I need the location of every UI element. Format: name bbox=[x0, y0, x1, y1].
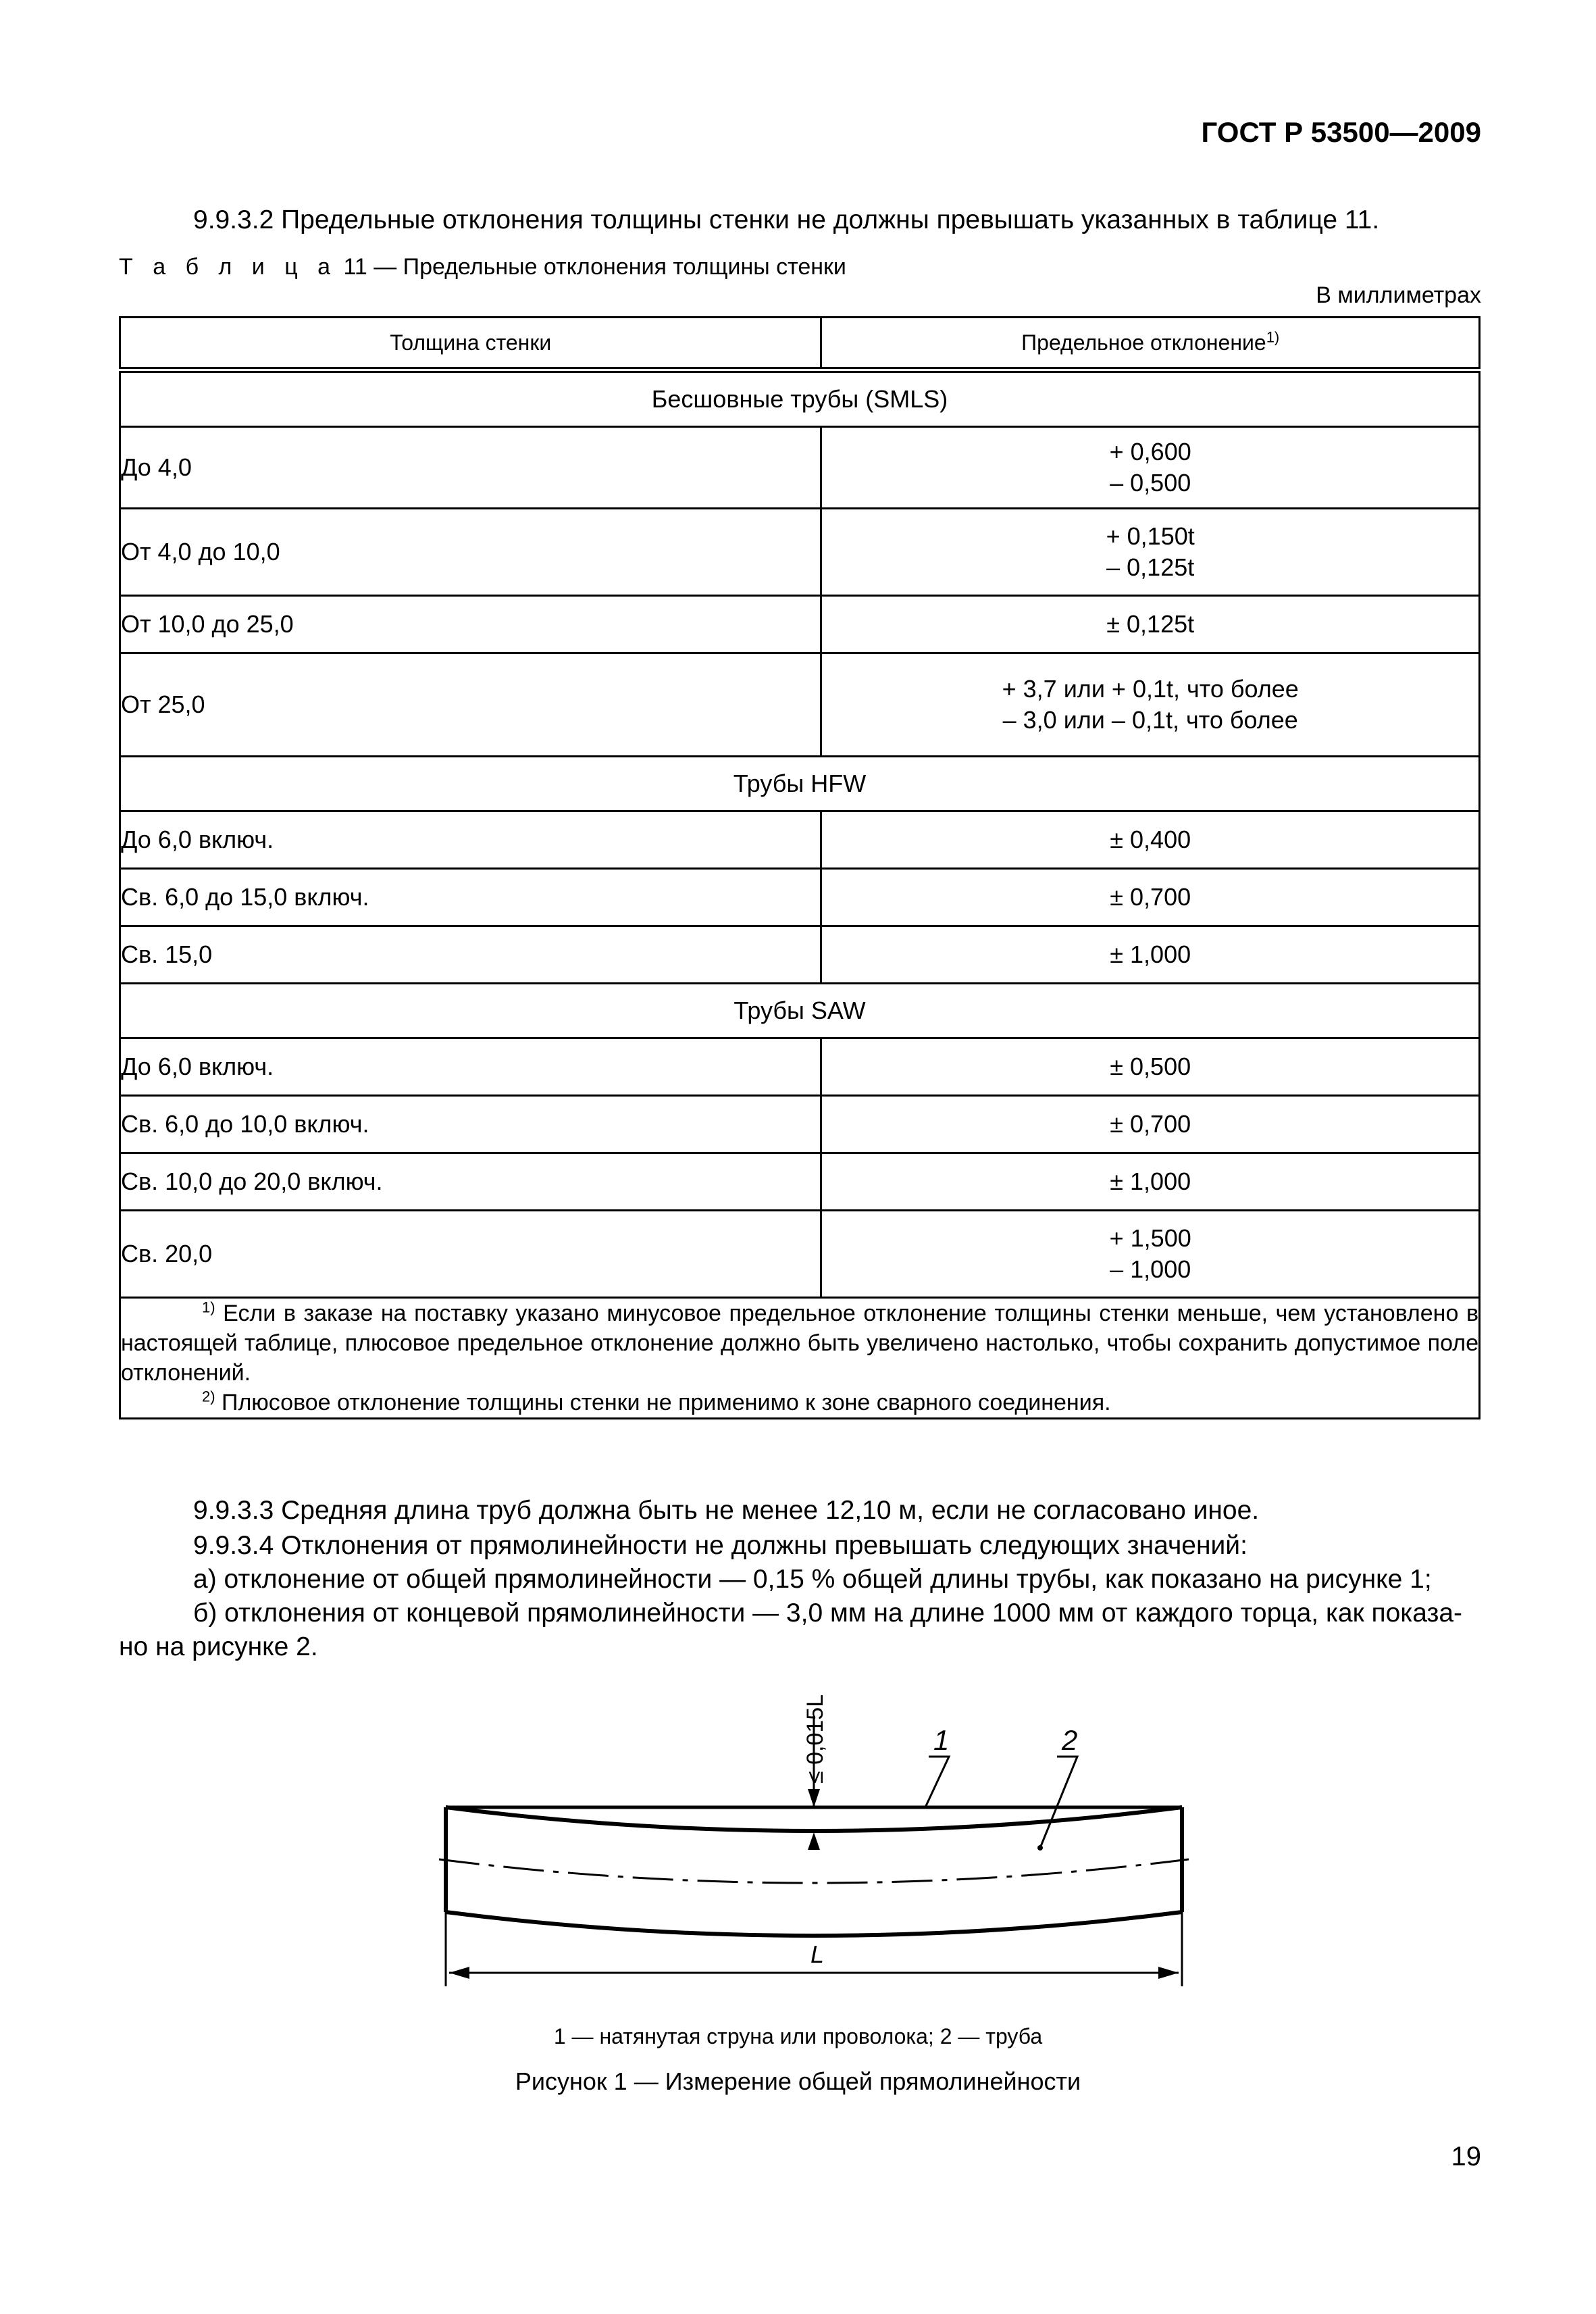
item-b-line2: но на рисунке 2. bbox=[119, 1632, 318, 1661]
leader-2-dot bbox=[1037, 1845, 1043, 1851]
deviation-line: – 0,125t bbox=[1106, 553, 1195, 581]
deviation-line: – 0,500 bbox=[1110, 469, 1191, 497]
cell-deviation bbox=[821, 653, 1480, 757]
table-row bbox=[120, 811, 1480, 869]
table-row bbox=[120, 1096, 1480, 1153]
cell-wall-thickness: Св. 10,0 до 20,0 включ. bbox=[120, 1153, 821, 1211]
table-label: Т а б л и ц а bbox=[119, 254, 338, 280]
table-row bbox=[120, 1153, 1480, 1211]
callout-1: 1 bbox=[933, 1724, 950, 1756]
length-arrow-left bbox=[449, 1967, 469, 1979]
dim-arrow-top bbox=[808, 1789, 820, 1807]
group-header: Трубы HFW bbox=[120, 757, 1480, 811]
table-row bbox=[120, 596, 1480, 653]
figure-1-drawing bbox=[0, 1676, 1596, 2000]
header-wall-thickness: Толщина стенки bbox=[120, 318, 821, 370]
group-header: Бесшовные трубы (SMLS) bbox=[120, 370, 1480, 427]
deviation-line: ± 0,700 bbox=[1110, 1110, 1191, 1138]
cell-deviation bbox=[821, 869, 1480, 926]
deviation-line: ± 0,500 bbox=[1110, 1053, 1191, 1080]
table-footnotes bbox=[120, 1298, 1480, 1419]
deviation-line: ± 0,125t bbox=[1106, 610, 1195, 638]
group-header: Трубы SAW bbox=[120, 984, 1480, 1038]
deviation-line: – 1,000 bbox=[1110, 1255, 1191, 1283]
deviation-line: ± 0,400 bbox=[1110, 826, 1191, 853]
cell-wall-thickness: Св. 6,0 до 10,0 включ. bbox=[120, 1096, 821, 1153]
cell-wall-thickness: До 4,0 bbox=[120, 427, 821, 509]
leader-2 bbox=[1040, 1757, 1077, 1848]
cell-deviation bbox=[821, 1096, 1480, 1153]
deviation-line: + 0,600 bbox=[1109, 438, 1191, 466]
length-label: L bbox=[810, 1940, 825, 1968]
cell-deviation bbox=[821, 1038, 1480, 1096]
item-b-line1: б) отклонения от концевой прямолинейности — 3,0 мм на длине 1000 мм от каждого торца, как показа- bbox=[193, 1599, 1463, 1628]
cell-wall-thickness: Св. 15,0 bbox=[120, 926, 821, 984]
table-row bbox=[120, 653, 1480, 757]
clause-9-9-3-3: 9.9.3.3 Средняя длина труб должна быть не менее 12,10 м, если не согласовано иное. bbox=[193, 1496, 1260, 1525]
document-header: ГОСТ Р 53500—2009 bbox=[1201, 116, 1481, 148]
footnote-2: $^{2)}$ Плюсовое отклонение толщины стенки не применимо к зоне сварного соединения. bbox=[202, 1388, 1111, 1415]
length-arrow-right bbox=[1158, 1967, 1179, 1979]
cell-deviation bbox=[821, 427, 1480, 509]
units-note: В миллиметрах bbox=[1316, 282, 1481, 308]
pipe-top-edge bbox=[446, 1807, 1182, 1831]
deviation-line: ± 1,000 bbox=[1110, 1167, 1191, 1195]
deviation-line: ± 1,000 bbox=[1110, 940, 1191, 968]
deviation-line: – 3,0 или – 0,1t, что более bbox=[1002, 706, 1298, 734]
table-row bbox=[120, 427, 1480, 509]
cell-deviation bbox=[821, 811, 1480, 869]
footnote-1: $^{1)}$ Если в заказе на поставку указано минусовое предельное отклонение толщины стенки меньше, чем установлено в настоящей таблице, плюсовое предельное отклонение должно быть увеличено настолько, чтобы сохранить допустимое поле отклонений. bbox=[121, 1299, 1478, 1386]
table-title: 11 — Предельные отклонения толщины стенки bbox=[337, 254, 846, 280]
deviation-line: + 0,150t bbox=[1106, 522, 1195, 550]
cell-deviation bbox=[821, 509, 1480, 596]
table-row bbox=[120, 1038, 1480, 1096]
cell-wall-thickness: От 10,0 до 25,0 bbox=[120, 596, 821, 653]
header-deviation: Предельное отклонение$^{1)}$ bbox=[821, 318, 1480, 370]
pipe-bottom-edge bbox=[446, 1912, 1182, 1936]
cell-wall-thickness: Св. 6,0 до 15,0 включ. bbox=[120, 869, 821, 926]
cell-wall-thickness: От 25,0 bbox=[120, 653, 821, 757]
cell-deviation bbox=[821, 1153, 1480, 1211]
clause-9-9-3-2: 9.9.3.2 Предельные отклонения толщины стенки не должны превышать указанных в таблице 11. bbox=[193, 205, 1380, 234]
deviation-line: ± 0,700 bbox=[1110, 883, 1191, 911]
dim-arrow-bottom bbox=[808, 1832, 820, 1850]
table-row bbox=[120, 1211, 1480, 1298]
deviation-line: + 3,7 или + 0,1t, что более bbox=[1002, 675, 1299, 703]
table-row bbox=[120, 869, 1480, 926]
cell-deviation bbox=[821, 596, 1480, 653]
cell-deviation bbox=[821, 926, 1480, 984]
table-row bbox=[120, 926, 1480, 984]
cell-wall-thickness: Св. 20,0 bbox=[120, 1211, 821, 1298]
item-a: а) отклонение от общей прямолинейности — 0,15 % общей длины трубы, как показано на рисунке 1; bbox=[193, 1565, 1432, 1594]
cell-wall-thickness: От 4,0 до 10,0 bbox=[120, 509, 821, 596]
table-row bbox=[120, 509, 1480, 596]
dim-label: ≤ 0,015L bbox=[802, 1694, 828, 1784]
callout-2: 2 bbox=[1062, 1724, 1078, 1756]
cell-wall-thickness: До 6,0 включ. bbox=[120, 1038, 821, 1096]
deviation-line: + 1,500 bbox=[1109, 1224, 1191, 1252]
figure-legend: 1 — натянутая струна или проволока; 2 — труба bbox=[553, 2024, 1043, 2048]
cell-deviation bbox=[821, 1211, 1480, 1298]
clause-9-9-3-4: 9.9.3.4 Отклонения от прямолинейности не должны превышать следующих значений: bbox=[193, 1531, 1247, 1560]
leader-1 bbox=[925, 1757, 949, 1807]
table-11 bbox=[119, 316, 1481, 1419]
cell-wall-thickness: До 6,0 включ. bbox=[120, 811, 821, 869]
figure-caption: Рисунок 1 — Измерение общей прямолинейности bbox=[515, 2067, 1081, 2095]
page-number: 19 bbox=[1451, 2142, 1481, 2171]
table-caption bbox=[119, 254, 846, 280]
pipe-axis bbox=[439, 1859, 1189, 1883]
